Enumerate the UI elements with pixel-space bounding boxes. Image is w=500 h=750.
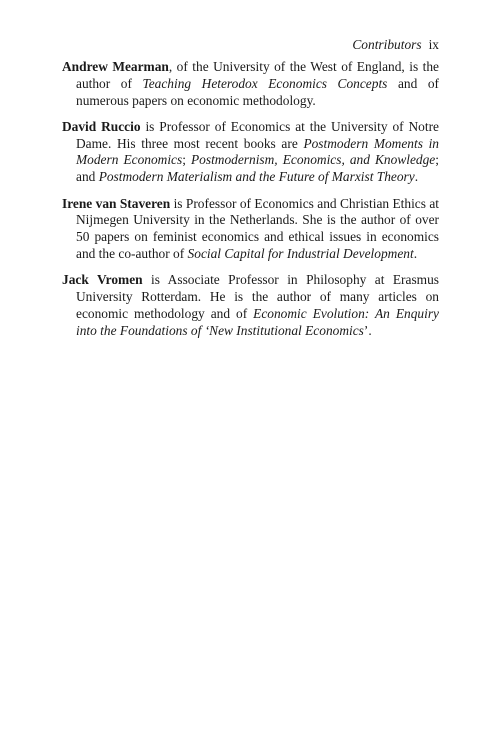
contributors-list	[62, 59, 439, 349]
book-title: Postmodern Materialism and the Future of Marxist Theory	[98, 169, 415, 185]
contributor-entry	[62, 196, 439, 263]
bio-text: is Professor of Economics at the University of Notre Dame. His three most recent books are	[76, 118, 439, 151]
running-head-section-title: Contributors	[352, 37, 422, 52]
contributor-entry	[62, 272, 439, 339]
book-title: Social Capital for Industrial Development	[187, 245, 414, 261]
contributor-name: Jack Vromen	[62, 272, 143, 288]
page-number: ix	[428, 37, 439, 52]
book-title: Teaching Heterodox Economics Concepts	[142, 75, 388, 91]
bio-text: .	[413, 245, 418, 261]
contributor-name: Andrew Mearman	[62, 59, 169, 74]
bio-text: and of numerous papers on economic methodology.	[76, 75, 439, 108]
bio-text: ; and	[76, 152, 439, 185]
bio-text: , of the University of the West of England, is the author of	[76, 59, 439, 91]
book-title: Economic Evolution: An Enquiry into the Foundations of ‘New Institutional Economics	[76, 305, 439, 338]
contributor-name: Irene van Staveren	[62, 195, 171, 211]
book-title: Postmodernism, Economics, and Knowledge	[190, 152, 436, 168]
bio-text: .	[414, 169, 419, 185]
book-title: Postmodern Moments in Modern Economics	[76, 135, 439, 168]
contributor-entry	[62, 59, 439, 109]
bio-text: ;	[182, 152, 191, 168]
running-head	[352, 37, 439, 53]
bio-text: is Professor of Economics and Christian Ethics at Nijmegen University in the Netherlands. She is the author of over 50 papers on feminist economics and ethical issues in economics and the co-author of	[76, 195, 439, 261]
contributor-name: David Ruccio	[62, 118, 141, 134]
bio-text: ’.	[363, 322, 372, 338]
bio-text: is Associate Professor in Philosophy at Erasmus University Rotterdam. He is the author of many articles on economic methodology and of	[76, 272, 439, 321]
contributor-entry	[62, 119, 439, 186]
